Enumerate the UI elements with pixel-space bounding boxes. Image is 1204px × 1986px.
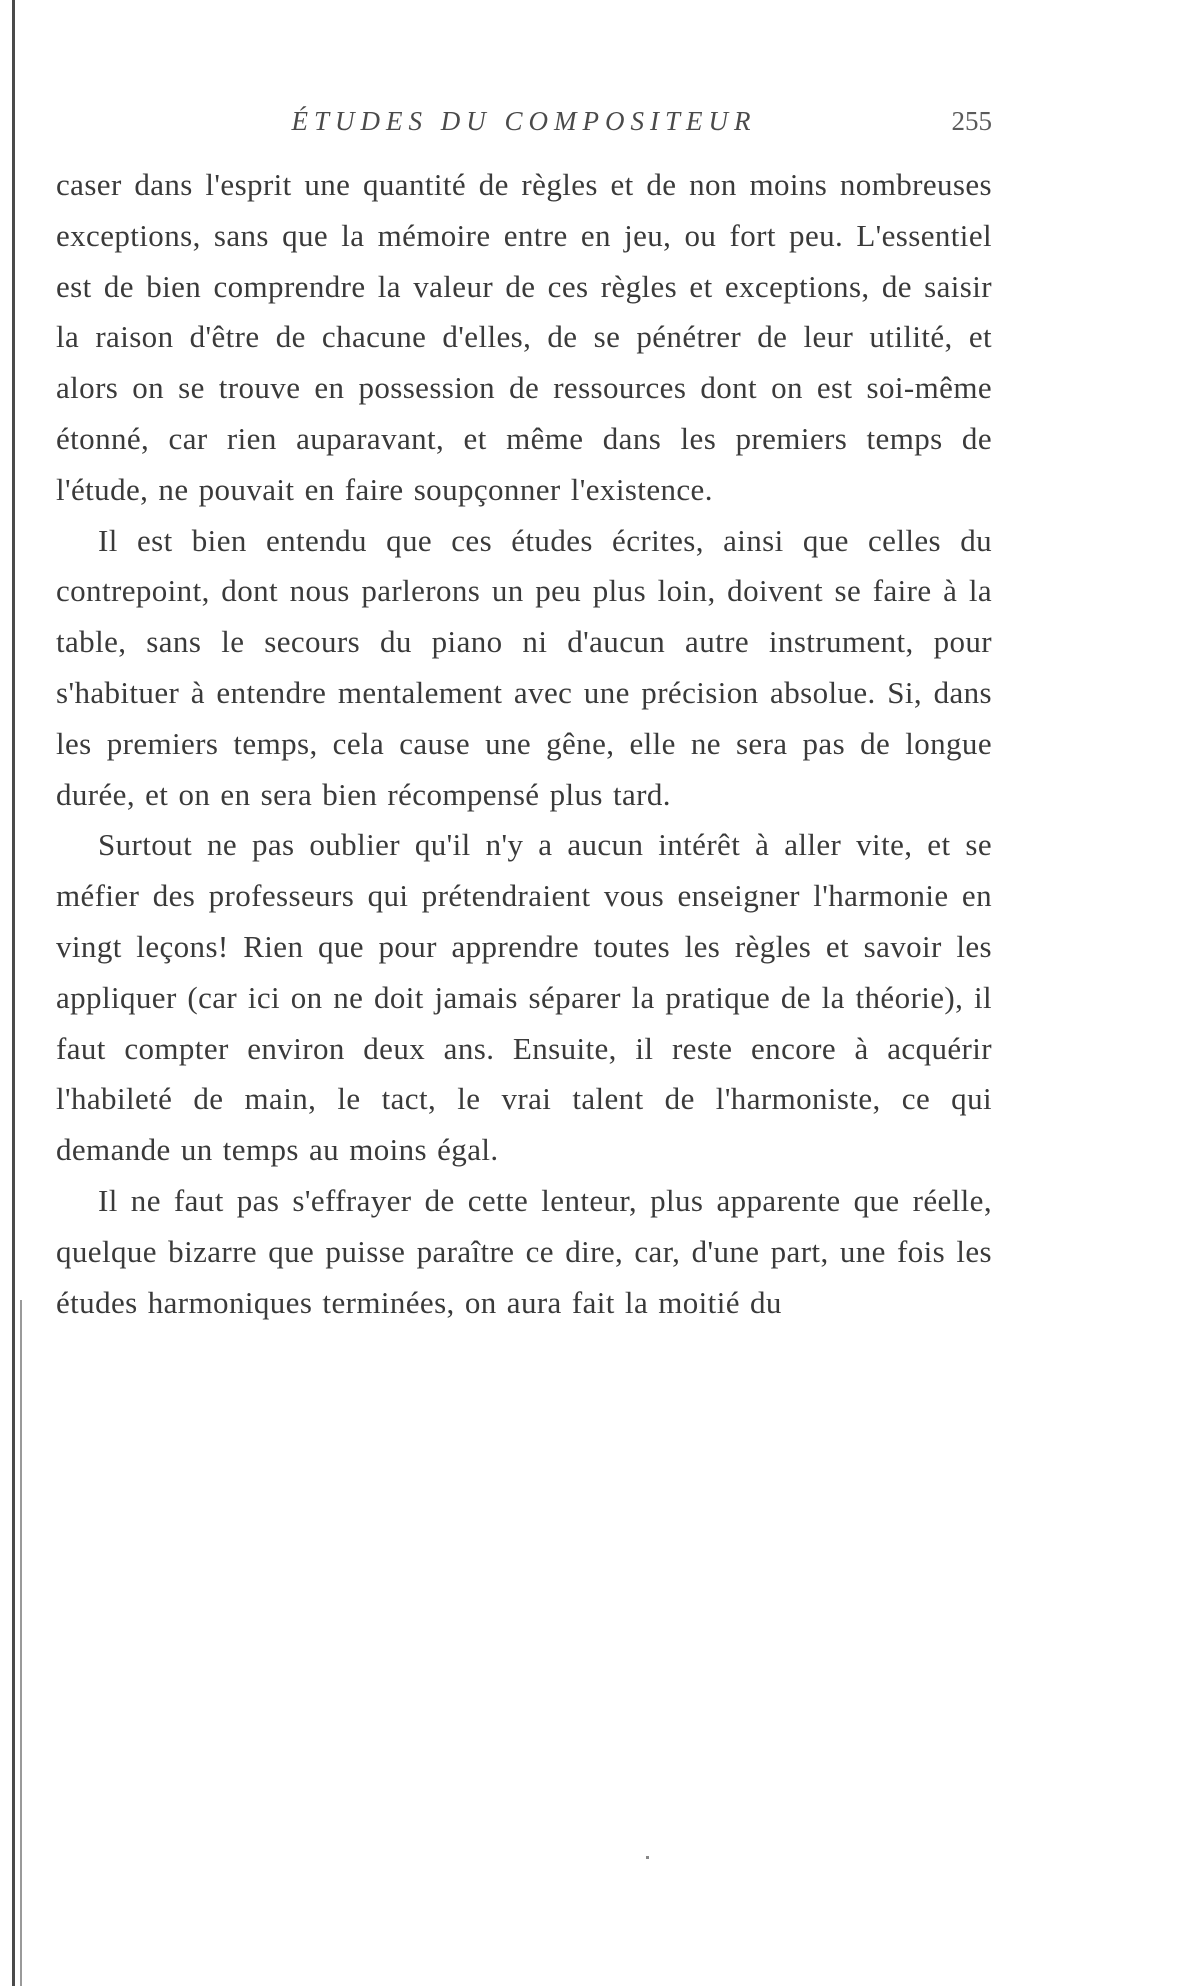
page-number: 255	[951, 106, 992, 136]
binding-shadow	[20, 1300, 22, 1986]
paragraph: Il est bien entendu que ces études écrites, ainsi que celles du contrepoint, dont nous parlerons un peu plus loin, doivent se faire à la table, sans le secours du piano ni d'aucun autre instrument, pour s'habituer à entendre mentalement avec une précision absolue. Si, dans les premiers temps, cela cause une gêne, elle ne sera pas de longue durée, et on en sera bien récompensé plus tard.	[56, 522, 992, 812]
body-text	[56, 160, 992, 1328]
running-title: ÉTUDES DU COMPOSITEUR	[291, 106, 757, 136]
page-header	[56, 106, 992, 146]
binding-edge	[12, 0, 15, 1986]
paragraph: caser dans l'esprit une quantité de règles et de non moins nombreuses exceptions, sans que la mémoire entre en jeu, ou fort peu. L'essentiel est de bien comprendre la valeur de ces règles et exceptions, de saisir la raison d'être de chacune d'elles, de se pénétrer de leur utilité, et alors on se trouve en possession de ressources dont on est soi-même étonné, car rien auparavant, et même dans les premiers temps de l'étude, ne pouvait en faire soupçonner l'existence.	[56, 167, 992, 507]
paragraph: Surtout ne pas oublier qu'il n'y a aucun intérêt à aller vite, et se méfier des professeurs qui prétendraient vous enseigner l'harmonie en vingt leçons! Rien que pour apprendre toutes les règles et savoir les appliquer (car ici on ne doit jamais séparer la pratique de la théorie), il faut compter environ deux ans. Ensuite, il reste encore à acquérir l'habileté de main, le tact, le vrai talent de l'harmoniste, ce qui demande un temps au moins égal.	[56, 827, 992, 1168]
paragraph: Il ne faut pas s'effrayer de cette lenteur, plus apparente que réelle, quelque bizarre que puisse paraître ce dire, car, d'une part, une fois les études harmoniques terminées, on aura fait la moitié du	[56, 1182, 992, 1320]
page-speck	[646, 1856, 649, 1859]
